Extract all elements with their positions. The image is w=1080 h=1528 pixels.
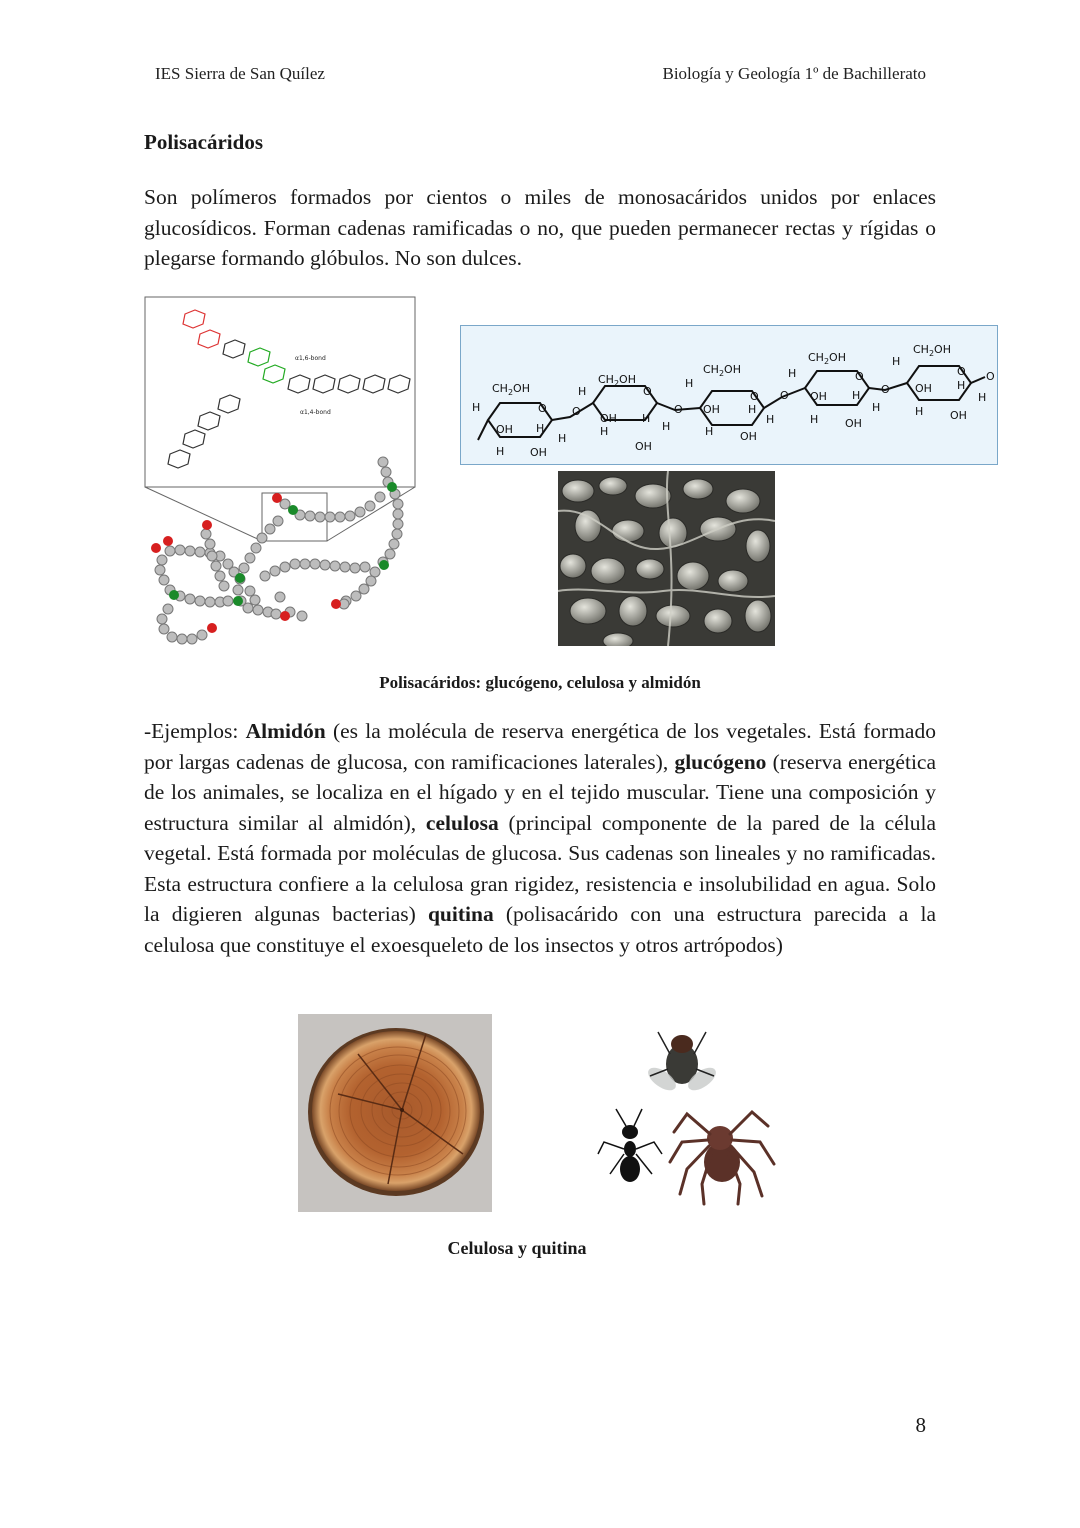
bond14-label: α1,4-bond: [300, 409, 331, 416]
svg-text:O: O: [643, 385, 652, 398]
svg-text:H: H: [892, 355, 901, 368]
svg-text:CH2OH: $CH_2OH$: [492, 382, 530, 397]
svg-text:O: O: [572, 405, 581, 418]
svg-text:OH: OH: [530, 446, 547, 459]
glucogeno-text: (reserva energética de los animales, se localiza en el hígado y en el tejido muscular. Tiene una composición y estructura similar al almidón),: [144, 749, 937, 835]
svg-text:H: H: [852, 389, 861, 402]
svg-text:H: H: [472, 401, 481, 414]
examples-prefix: -Ejemplos:: [144, 719, 246, 743]
svg-text:H: H: [685, 377, 694, 390]
svg-text:H: H: [642, 412, 651, 425]
celulosa-text: (principal componente de la pared de la célula vegetal. Está formada por moléculas de glucosa. Sus cadenas son lineales y no ramificadas. Esta estructura confiere a la celulosa gran rigidez, resistencia e insolubilidad en agua. Solo la digieren algunas bacterias): [144, 810, 936, 926]
svg-text:CH2OH: $CH_2OH$: [703, 363, 741, 378]
svg-text:H: H: [536, 422, 545, 435]
figure2-caption: Celulosa y quitina: [447, 1238, 587, 1258]
svg-text:H: H: [788, 367, 797, 380]
svg-text:O: O: [750, 390, 759, 403]
svg-text:OH: OH: [703, 403, 720, 416]
svg-text:H: H: [978, 391, 987, 404]
svg-text:O: O: [881, 383, 890, 396]
quitina-text: (polisacárido con una estructura parecida a la celulosa que constituye el exoesqueleto de los insectos y otros artrópodos): [144, 902, 936, 957]
term-celulosa: celulosa: [425, 810, 499, 835]
svg-text:OH: OH: [496, 423, 513, 436]
svg-text:OH: OH: [915, 382, 932, 395]
svg-text:CH2OH: $CH_2OH$: [808, 351, 846, 366]
svg-text:O: O: [780, 389, 789, 402]
svg-text:OH: OH: [635, 440, 652, 453]
svg-text:H: H: [872, 401, 881, 414]
svg-text:OH: OH: [845, 417, 862, 430]
header-school: IES Sierra de San Quílez: [155, 64, 325, 83]
examples-paragraph: [144, 716, 936, 960]
svg-text:H: H: [810, 413, 819, 426]
term-quitina: quitina: [427, 902, 494, 926]
svg-text:H: H: [705, 425, 714, 438]
arthropods-image: [592, 1014, 788, 1212]
wood-cross-section-image: [298, 1014, 492, 1212]
svg-text:OH: OH: [600, 412, 617, 425]
svg-text:H: H: [496, 445, 505, 458]
svg-text:O: O: [957, 365, 966, 378]
cellulose-structure-diagram: [460, 325, 1000, 466]
almidon-text: (es la molécula de reserva energética de los vegetales. Está formado por largas cadenas de glucosa, con ramificaciones laterales),: [144, 719, 936, 774]
starch-micrograph-image: [558, 471, 775, 646]
svg-text:H: H: [600, 425, 609, 438]
svg-text:H: H: [957, 379, 966, 392]
svg-text:OH: OH: [810, 390, 827, 403]
svg-text:O: O: [986, 370, 995, 383]
section-title: Polisacáridos: [144, 130, 263, 154]
header-course: Biología y Geología 1º de Bachillerato: [662, 64, 926, 83]
svg-text:H: H: [915, 405, 924, 418]
intro-paragraph: Son polímeros formados por cientos o miles de monosacáridos unidos por enlaces glucosídicos. Forman cadenas ramificadas o no, que pueden permanecer rectas y rígidas o plegarse formando glóbulos. No son dulces.: [144, 185, 936, 270]
svg-text:CH2OH: $CH_2OH$: [913, 343, 951, 358]
figure1-caption: Polisacáridos: glucógeno, celulosa y almidón: [379, 673, 701, 692]
svg-text:OH: OH: [950, 409, 967, 422]
term-glucogeno: glucógeno: [674, 749, 767, 774]
svg-text:H: H: [766, 413, 775, 426]
bond16-label: α1,6-bond: [295, 355, 326, 362]
svg-text:O: O: [538, 402, 547, 415]
glycogen-diagram: [140, 294, 424, 650]
svg-text:OH: OH: [740, 430, 757, 443]
svg-text:H: H: [558, 432, 567, 445]
svg-text:H: H: [578, 385, 587, 398]
svg-text:H: H: [662, 420, 671, 433]
svg-text:O: O: [674, 403, 683, 416]
svg-text:H: H: [748, 403, 757, 416]
svg-text:O: O: [855, 370, 864, 383]
svg-text:CH2OH: $CH_2OH$: [598, 373, 636, 388]
page-number: 8: [915, 1413, 926, 1437]
term-almidon: Almidón: [245, 719, 326, 743]
